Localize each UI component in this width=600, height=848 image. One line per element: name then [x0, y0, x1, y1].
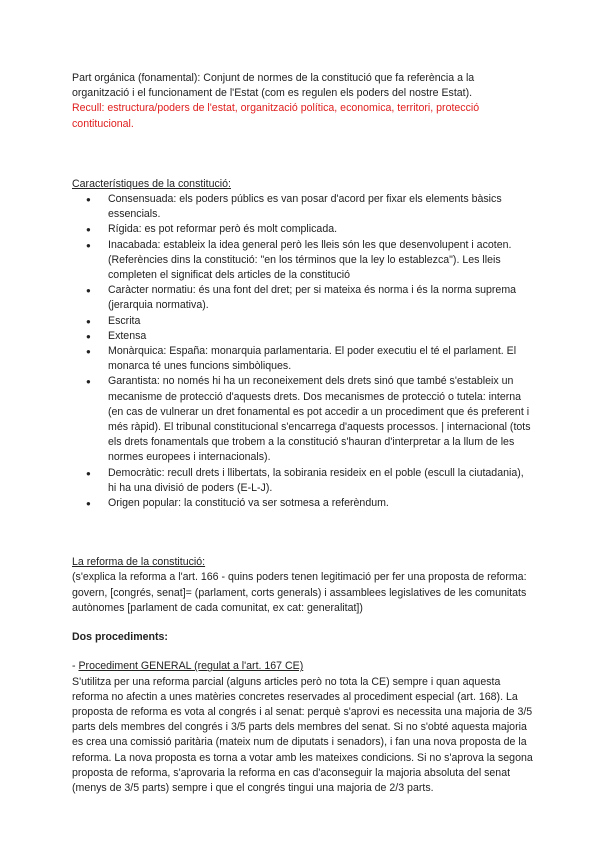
procedure-general-body: S'utilitza per una reforma parcial (alguns articles però no tota la CE) sempre i quan aquesta reforma no afectin a unes matèries concretes reservades al procediment especial (art. 168). La proposta de reforma es vota al congrés i al senat: perquè s'aprovi es necessita una majoria de 3/5 parts dels membres del congrés i 3/5 parts dels membres del senat. Si no s'obté aquesta majoria es crea una comissió paritària (mateix num de diputats i senadors), i fan una nova proposta de la reforma. La nova proposta es torna a votar amb les mateixes condicions. Si no s'aprova la segona proposta de reforma, s'aprovaria la reforma en cas d'aconseguir la majoria absoluta del senat (menys de 3/5 parts) sempre i que el congrés tingui una majoria de 2/3 parts. — [72, 675, 533, 794]
list-item: ● Rígida: es pot reformar però és molt complicada. — [72, 222, 534, 237]
list-item: ● Caràcter normatiu: és una font del dret; per si mateixa és norma i és la norma suprema (jerarquia normativa). — [72, 283, 534, 313]
reform-body: (s'explica la reforma a l'art. 166 - quins poders tenen legitimació per fer una proposta de reforma: govern, [congrés, senat]= (parlament, corts generals) i assamblees legislatives de les comunitats autònomes [parlament de cada comunitat, ex cat: generalitat]) — [72, 571, 527, 614]
document-page — [72, 71, 534, 796]
intro-definition: Part orgánica (fonamental): Conjunt de normes de la constitució que fa referència a la organització i el funcionament de l'Estat (com es regulen els poders del nostre Estat). — [72, 72, 475, 100]
reform-heading: La reforma de la constitució: — [72, 556, 206, 569]
list-item: ● Escrita — [72, 314, 534, 329]
list-item: ● Origen popular: la constitució va ser sotmesa a referèndum. — [72, 496, 534, 511]
list-item: ● Democràtic: recull drets i llibertats, la sobirania resideix en el poble (escull la ciutadania), hi ha una divisió de poders (E-L-J). — [72, 466, 534, 496]
procedure-general-title-line — [72, 659, 534, 674]
intro-summary: Recull: estructura/poders de l'estat, organització política, economica, territori, protecció contitucional. — [72, 102, 480, 130]
procedure-general-prefix: - — [72, 660, 79, 673]
procedures-heading: Dos procediments: — [72, 631, 168, 644]
list-item: ● Monàrquica: España: monarquia parlamentaria. El poder executiu el té el parlament. El monarca té unes funcions simbòliques. — [72, 344, 534, 374]
spacer — [72, 616, 534, 630]
spacer — [72, 645, 534, 659]
characteristics-heading: Característiques de la constitució: — [72, 177, 231, 190]
list-item: ● Inacabada: estableix la idea general però les lleis són les que desenvolupent i acoten. (Referències dins la constitució: "en los términos que la ley lo establezca"). Les lleis completen el significat dels articles de la constitució — [72, 238, 534, 284]
list-item: ● Garantista: no només hi ha un reconeixement dels drets sinó que també s'estableix un mecanisme de protecció d'aquests drets. Dos mecanismes de protecció o tutela: interna (en cas de vulnerar un dret fonamental es pot accedir a un procediment que és preferent i més ràpid). El tribunal constitucional s'encarrega d'aquests processos. | internacional (tots els drets fonamentals que trobem a la constitució s'hauran d'interpretar a la llum de les normes europees i internacionals). — [72, 374, 534, 465]
list-item: ● Consensuada: els poders públics es van posar d'acord per fixar els elements bàsics essencials. — [72, 192, 534, 222]
procedure-general-title: Procediment GENERAL (regulat a l'art. 167 CE) — [78, 660, 304, 673]
characteristics-list — [72, 192, 534, 511]
spacer — [72, 511, 534, 555]
spacer — [72, 132, 534, 177]
list-item: ● Extensa — [72, 329, 534, 344]
